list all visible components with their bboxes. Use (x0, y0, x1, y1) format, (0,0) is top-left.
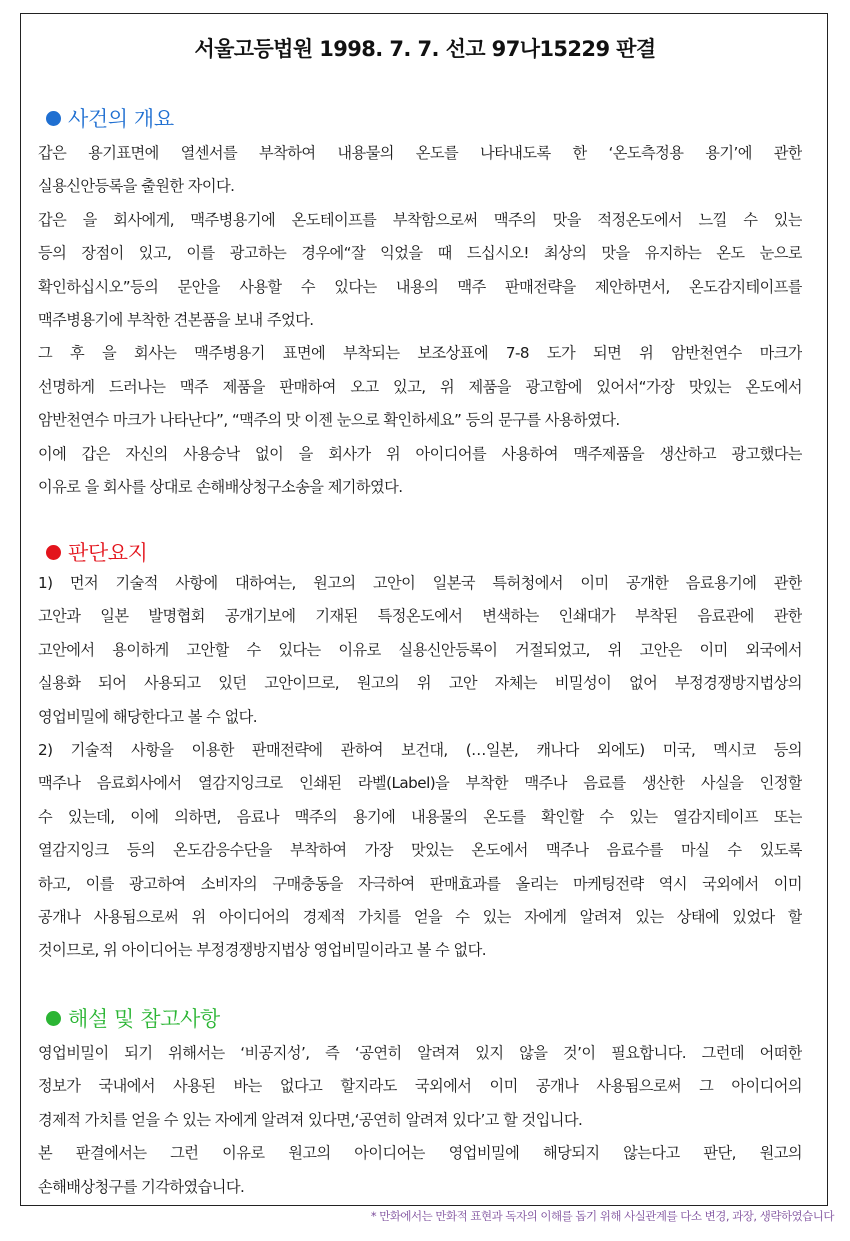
paragraph-line: 실용화 되어 사용되고 있던 고안이므로, 원고의 위 고안 자체는 비밀성이 없어 부정경쟁방지법상의 (38, 674, 802, 693)
paragraph-line: 암반천연수 마크가 나타난다”, “맥주의 맛 이젠 눈으로 확인하세요” 등의 문구를 사용하였다. (38, 411, 620, 430)
section-heading-commentary (46, 1003, 220, 1033)
section-heading-case-overview (46, 103, 174, 133)
paragraph-line: 고안에서 용이하게 고안할 수 있다는 이유로 실용신안등록이 거절되었고, 위 고안은 이미 외국에서 (38, 640, 802, 659)
paragraph-line: 고안과 일본 발명협회 공개기보에 기재된 특정온도에서 변색하는 인쇄대가 부착된 음료관에 관한 (38, 607, 802, 626)
red-bullet-icon (46, 545, 61, 560)
blue-bullet-icon (46, 111, 61, 126)
paragraph-line: 등의 장점이 있고, 이를 광고하는 경우에“잘 익었을 때 드십시오! 최상의 맛을 유지하는 온도 눈으로 (38, 244, 802, 263)
paragraph-line: 갑은 용기표면에 열센서를 부착하여 내용물의 온도를 나타내도록 한 ‘온도측정용 용기’에 관한 (38, 144, 802, 162)
paragraph-line: 2) 기술적 사항을 이용한 판매전략에 관하여 보건대, (…일본, 캐나다 외에도) 미국, 멕시코 등의 (38, 741, 802, 760)
case-overview-paragraph (38, 137, 802, 504)
section-heading-label: 판단요지 (68, 541, 148, 565)
green-bullet-icon (46, 1011, 61, 1026)
section-heading-label: 해설 및 참고사항 (68, 1007, 220, 1031)
paragraph-line: 정보가 국내에서 사용된 바는 없다고 할지라도 국외에서 이미 공개나 사용됨으로써 그 아이디어의 (38, 1077, 802, 1096)
paragraph-line: 수 있는데, 이에 의하면, 음료나 맥주의 용기에 내용물의 온도를 확인할 수 있는 열감지테이프 또는 (38, 807, 802, 826)
paragraph-line: 경제적 가치를 얻을 수 있는 자에게 알려져 있다면,‘공연히 알려져 있다’고 할 것입니다. (38, 1110, 583, 1129)
paragraph-line: 열감지잉크 등의 온도감응수단을 부착하여 가장 맛있는 온도에서 맥주나 음료수를 마실 수 있도록 (38, 841, 802, 860)
paragraph-line: 그 후 을 회사는 맥주병용기 표면에 부착되는 보조상표에 7-8 도가 되면 위 암반천연수 마크가 (38, 344, 802, 363)
paragraph-line: 영업비밀에 해당한다고 볼 수 없다. (38, 707, 258, 726)
commentary-paragraph (38, 1037, 802, 1204)
paragraph-line: 손해배상청구를 기각하였습니다. (38, 1177, 245, 1196)
paragraph-line: 본 판결에서는 그런 이유로 원고의 아이디어는 영업비밀에 해당되지 않는다고 판단, 원고의 (38, 1144, 802, 1163)
paragraph-line: 1) 먼저 기술적 사항에 대하여는, 원고의 고안이 일본국 특허청에서 이미 공개한 음료용기에 관한 (38, 574, 802, 592)
paragraph-line: 것이므로, 위 아이디어는 부정경쟁방지법상 영업비밀이라고 볼 수 없다. (38, 941, 487, 960)
section-heading-label: 사건의 개요 (68, 107, 174, 131)
paragraph-line: 하고, 이를 광고하여 소비자의 구매충동을 자극하여 판매효과를 올리는 마케팅전략 역시 국외에서 이미 (38, 874, 802, 893)
paragraph-line: 맥주병용기에 부착한 견본품을 보내 주었다. (38, 311, 314, 330)
paragraph-line: 확인하십시오”등의 문안을 사용할 수 있다는 내용의 맥주 판매전략을 제안하면서, 온도감지테이프를 (38, 277, 802, 296)
page-title: 서울고등법원 1998. 7. 7. 선고 97나15229 판결 (194, 37, 656, 61)
paragraph-line: 이유로 을 회사를 상대로 손해배상청구소송을 제기하였다. (38, 478, 403, 497)
paragraph-line: 실용신안등록을 출원한 자이다. (38, 177, 235, 196)
paragraph-line: 공개나 사용됨으로써 위 아이디어의 경제적 가치를 얻을 수 있는 자에게 알려져 있는 상태에 있었다 할 (38, 908, 802, 927)
paragraph-line: 맥주나 음료회사에서 열감지잉크로 인쇄된 라벨(Label)을 부착한 맥주나 음료를 생산한 사실을 인정할 (38, 774, 802, 793)
paragraph-line: 이에 갑은 자신의 사용승낙 없이 을 회사가 위 아이디어를 사용하여 맥주제품을 생산하고 광고했다는 (38, 444, 802, 463)
paragraph-line: 갑은 을 회사에게, 맥주병용기에 온도테이프를 부착함으로써 맥주의 맛을 적정온도에서 느낄 수 있는 (38, 210, 802, 229)
footnote: * 만화에서는 만화적 표현과 독자의 이해를 돕기 위해 사실관계를 다소 변경, 과장, 생략하였습니다 (370, 1209, 834, 1223)
paragraph-line: 선명하게 드러나는 맥주 제품을 판매하여 오고 있고, 위 제품을 광고함에 있어서“가장 맛있는 온도에서 (38, 377, 802, 396)
judgment-summary-paragraph (38, 567, 802, 968)
paragraph-line: 영업비밀이 되기 위해서는 ‘비공지성’, 즉 ‘공연히 알려져 있지 않을 것’이 필요합니다. 그런데 어떠한 (38, 1044, 802, 1062)
section-heading-judgment-summary (46, 537, 148, 567)
